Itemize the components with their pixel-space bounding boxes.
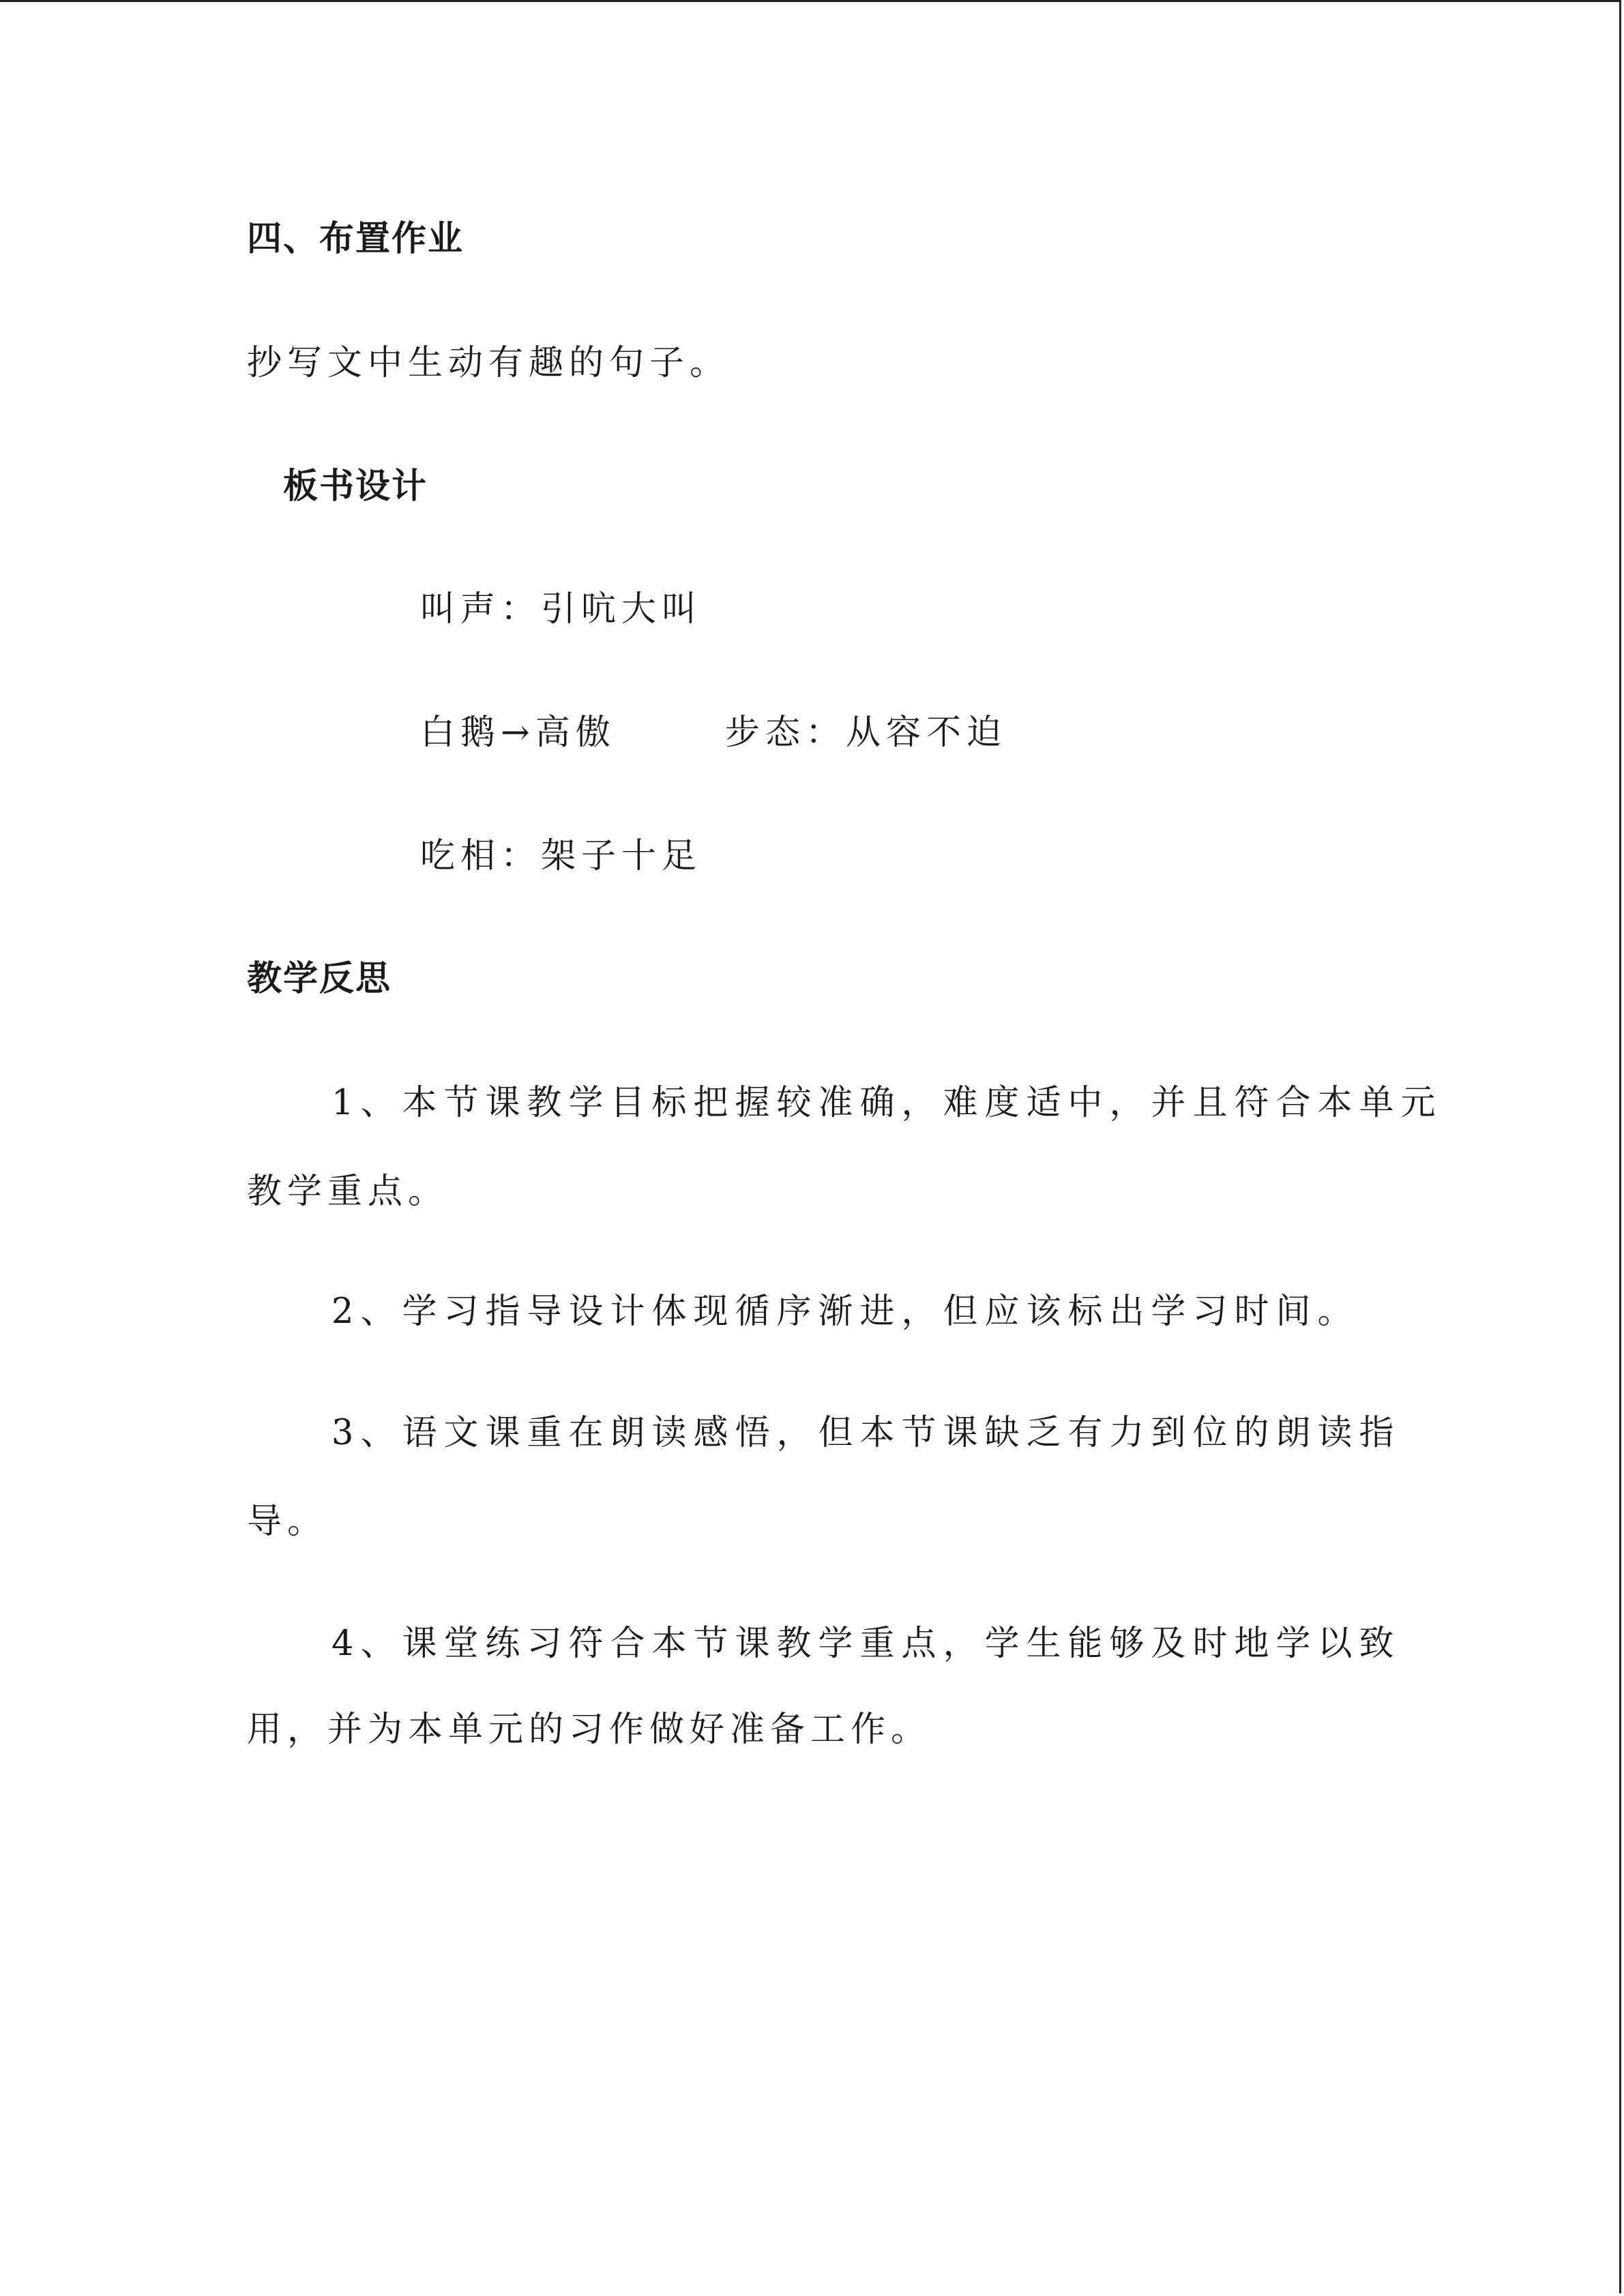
reflection-item-1-line-2: 教学重点。: [247, 1172, 449, 1212]
reflection-item-4-line-2: 用，并为本单元的习作做好准备工作。: [247, 1710, 932, 1750]
homework-task: 抄写文中生动有趣的句子。: [247, 343, 730, 383]
board-eating: 吃相：架子十足: [420, 836, 703, 876]
board-subject: 白鹅→高傲: [420, 713, 616, 753]
homework-heading: 四、布置作业: [247, 219, 464, 259]
reflection-item-4-line-1: 4、课堂练习符合本节课教学重点，学生能够及时地学以致: [331, 1624, 1401, 1664]
reflection-item-3-line-1: 3、语文课重在朗读感悟，但本节课缺乏有力到位的朗读指: [331, 1413, 1401, 1453]
board-design-heading: 板书设计: [283, 466, 428, 507]
reflection-heading: 教学反思: [247, 959, 392, 999]
board-call: 叫声：引吭大叫: [420, 589, 703, 629]
board-gait: 步态：从容不迫: [725, 713, 1007, 753]
reflection-item-2-line-1: 2、学习指导设计体现循序渐进，但应该标出学习时间。: [331, 1292, 1359, 1332]
reflection-item-3-line-2: 导。: [247, 1502, 328, 1542]
reflection-item-1-line-1: 1、本节课教学目标把握较准确，难度适中，并且符合本单元: [331, 1083, 1443, 1123]
